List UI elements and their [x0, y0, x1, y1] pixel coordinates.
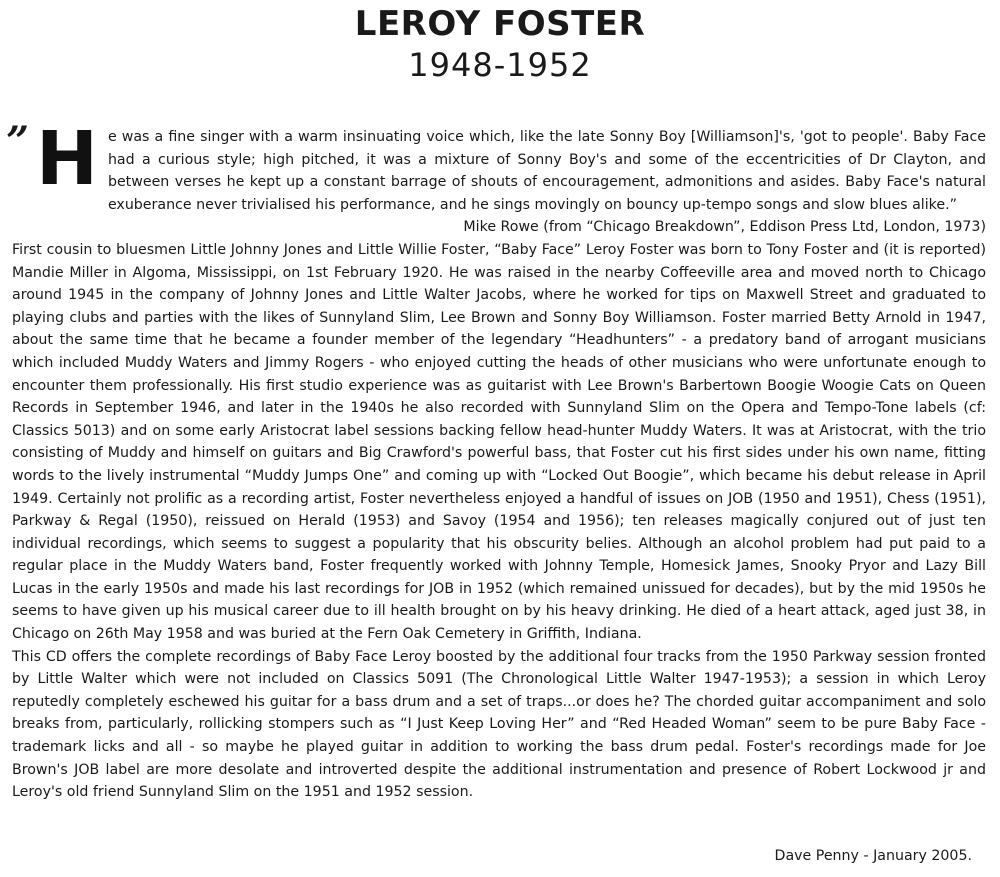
date-range: 1948-1952 [408, 46, 592, 84]
quote-text: e was a fine singer with a warm insinuating voice which, like the late Sonny Boy [Williamson]'s, 'got to people'. Baby Face had a curious style; high pitched, it was a mixture of Sonny Boy's and some of the eccentricities of Dr Clayton, and between verses he kept up a constant barrage of shouts of encouragement, admonitions and asides. Baby Face's natural exuberance never trivialised his performance, and he sings movingly on bouncy up-tempo songs and slow blues alike.” [107, 129, 986, 213]
paragraph-cd-notes: This CD offers the complete recordings of Baby Face Leroy boosted by the additional four tracks from the 1950 Parkway session fronted by Little Walter which were not included on Classics 5091 (The Chronological Little Walter 1947-1953); a session in which Leroy reputedly completely eschewed his guitar for a bass drum and a set of traps...or does he? The chorded guitar accompaniment and solo breaks from, particularly, rollicking stompers such as “I Just Keep Loving Her” and “Red Headed Woman” seem to be pure Baby Face - trademark licks and all - so maybe he played guitar in addition to working the bass drum pedal. Foster's recordings made for Joe Brown's JOB label are more desolate and introverted despite the additional instrumentation and presence of Robert Lockwood jr and Leroy's old friend Sunnyland Slim on the 1951 and 1952 session. [12, 648, 986, 801]
author-signature: Dave Penny - January 2005. [774, 848, 972, 864]
drop-cap: H [36, 116, 98, 202]
page-title: LEROY FOSTER [354, 4, 646, 44]
quote-mark-icon: ” [6, 118, 30, 165]
opening-quote [6, 116, 986, 216]
article-body [6, 116, 986, 804]
quote-attribution: Mike Rowe (from “Chicago Breakdown”, Eddison Press Ltd, London, 1973) [463, 219, 986, 236]
paragraph-biography: First cousin to bluesmen Little Johnny Jones and Little Willie Foster, “Baby Face” Leroy Foster was born to Tony Foster and (it is reported) Mandie Miller in Algoma, Mississippi, on 1st February 1920. He was raised in the nearby Coffeeville area and moved north to Chicago around 1945 in the company of Johnny Jones and Little Walter Jacobs, where he worked for tips on Maxwell Street and graduated to playing clubs and parties with the likes of Sunnyland Slim, Lee Brown and Sonny Boy Williamson. Foster married Betty Arnold in 1947, about the same time that he became a founder member of the legendary “Headhunters” - a predatory band of arrogant musicians which included Muddy Waters and Jimmy Rogers - who enjoyed cutting the heads of other musicians who were unfortunate enough to encounter them professionally. His first studio experience was as guitarist with Lee Brown's Barbertown Boogie Woogie Cats on Queen Records in September 1946, and later in the 1940s he also recorded with Sunnyland Slim on the Opera and Tempo-Tone labels (cf: Classics 5013) and on some early Aristocrat label sessions backing fellow head-hunter Muddy Waters. It was at Aristocrat, with the trio consisting of Muddy and himself on guitars and Big Crawford's powerful bass, that Foster cut his first sides under his own name, fitting words to the lively instrumental “Muddy Jumps One” and coming up with “Locked Out Boogie”, which became his debut release in April 1949. Certainly not prolific as a recording artist, Foster nevertheless enjoyed a handful of issues on JOB (1950 and 1951), Chess (1951), Parkway & Regal (1950), reissued on Herald (1953) and Savoy (1954 and 1956); ten releases magically conjured out of just ten individual recordings, which seems to suggest a popularity that his obscurity belies. Although an alcohol problem had put paid to a regular place in the Muddy Waters band, Foster frequently worked with Johnny Temple, Homesick James, Snooky Pryor and Lazy Bill Lucas in the early 1950s and made his last recordings for JOB in 1952 (which remained unissued for decades), but by the mid 1950s he seems to have given up his musical career due to ill health brought on by his heavy drinking. He died of a heart attack, aged just 38, in Chicago on 26th May 1958 and was buried at the Fern Oak Cemetery in Griffith, Indiana. [12, 241, 986, 643]
